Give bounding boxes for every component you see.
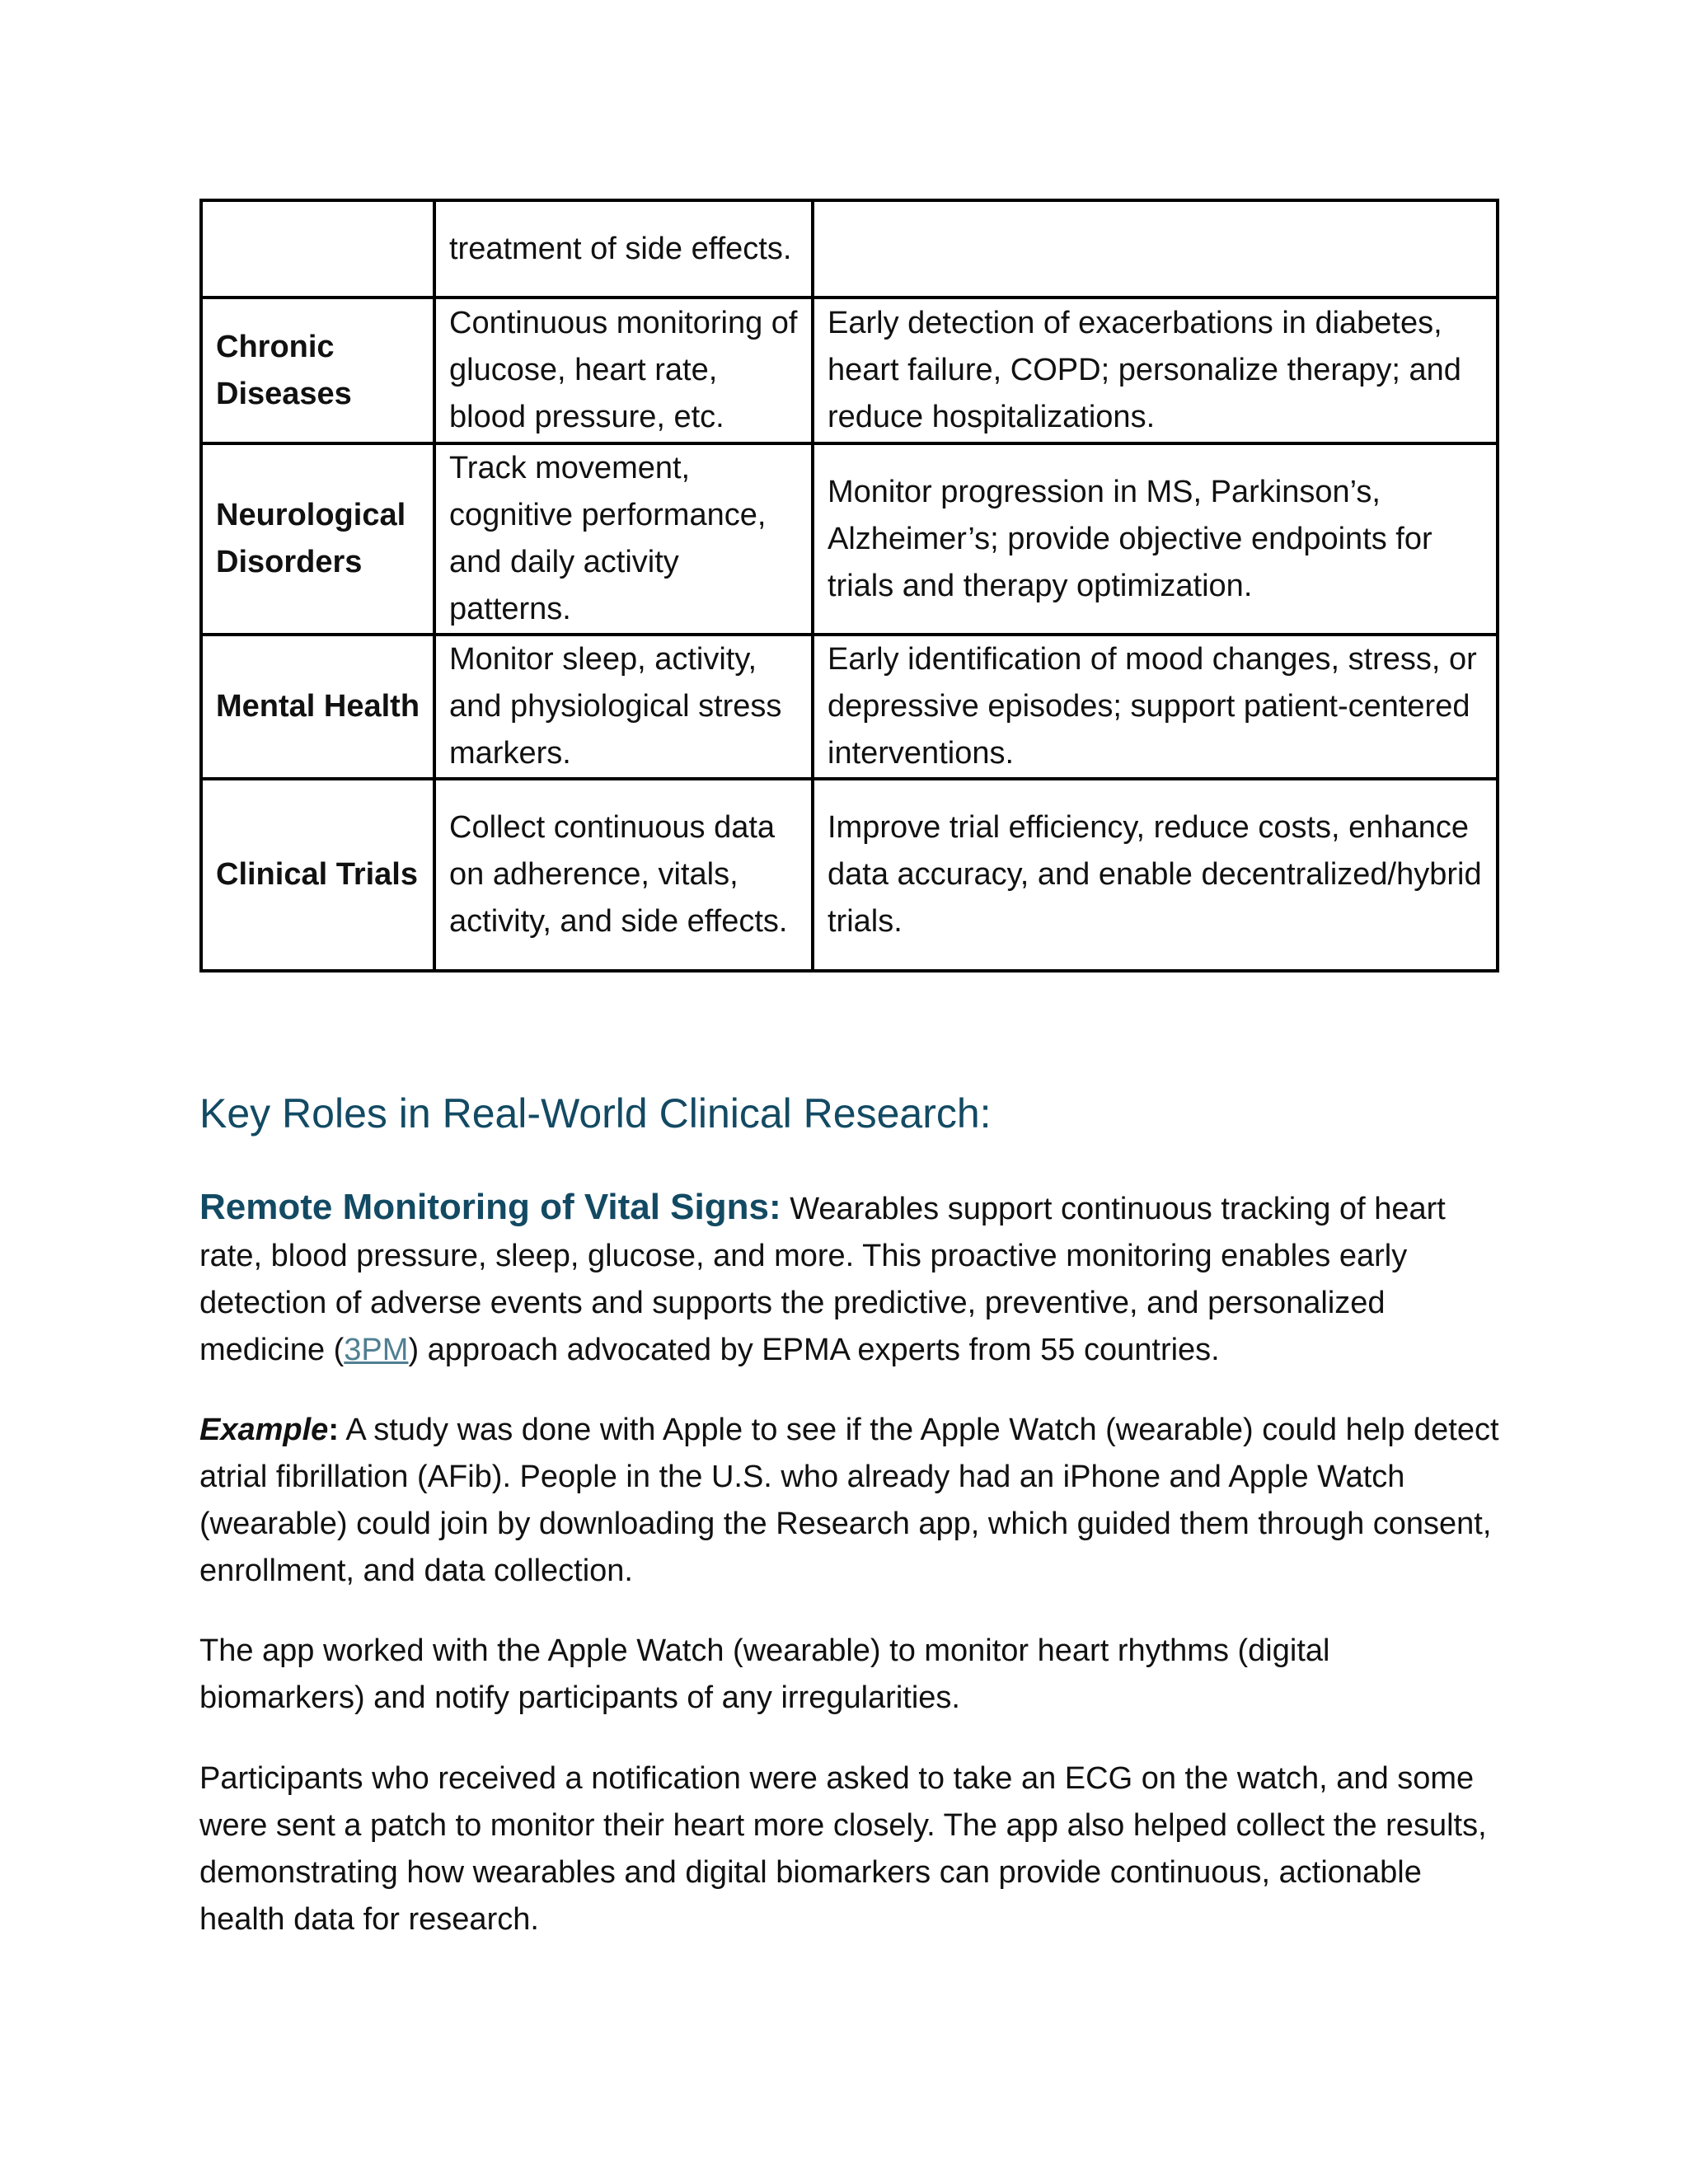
section-heading: Key Roles in Real-World Clinical Research: xyxy=(199,1090,992,1137)
table-row xyxy=(201,200,1498,298)
table-cell-category xyxy=(201,200,434,298)
table-cell-benefit: Improve trial efficiency, reduce costs, enhance data accuracy, and enable decentralized/hybrid trials. xyxy=(813,779,1498,971)
table-cell-benefit: Early detection of exacerbations in diabetes, heart failure, COPD; personalize therapy; and reduce hospitalizations. xyxy=(813,298,1498,443)
table-row xyxy=(201,635,1498,779)
table-cell-category: Clinical Trials xyxy=(201,779,434,971)
table-row xyxy=(201,298,1498,443)
use-case-table xyxy=(199,199,1499,972)
remote-monitoring-label: Remote Monitoring of Vital Signs: xyxy=(199,1187,781,1227)
participants-paragraph: Participants who received a notification were asked to take an ECG on the watch, and some were sent a patch to monitor their heart more closely. The app also helped collect the results, demonstrating how wearables and digital biomarkers can provide continuous, actionable health data for research. xyxy=(199,1761,1487,1937)
table-cell-category: Mental Health xyxy=(201,635,434,779)
app-paragraph: The app worked with the Apple Watch (wearable) to monitor heart rhythms (digital biomarkers) and notify participants of any irregularities. xyxy=(199,1633,1330,1715)
table-row xyxy=(201,443,1498,635)
example-paragraph xyxy=(199,1407,1502,1595)
table-row xyxy=(201,779,1498,971)
table-cell-category: Chronic Diseases xyxy=(201,298,434,443)
example-label: Example xyxy=(199,1413,329,1447)
example-colon: : xyxy=(328,1413,339,1447)
table-cell-data: Monitor sleep, activity, and physiological stress markers. xyxy=(434,635,813,779)
table-cell-data: treatment of side effects. xyxy=(434,200,813,298)
table-cell-data: Track movement, cognitive performance, and daily activity patterns. xyxy=(434,443,813,635)
3pm-reference-link[interactable]: 3PM xyxy=(344,1333,409,1367)
table-cell-benefit xyxy=(813,200,1498,298)
remote-monitoring-paragraph xyxy=(199,1183,1502,1374)
table-cell-benefit: Monitor progression in MS, Parkinson’s, Alzheimer’s; provide objective endpoints for trials and therapy optimization. xyxy=(813,443,1498,635)
table-cell-category: Neurological Disorders xyxy=(201,443,434,635)
example-text: A study was done with Apple to see if the Apple Watch (wearable) could help detect atrial fibrillation (AFib). People in the U.S. who already had an iPhone and Apple Watch (wearable) could join by downloading the Research app, which guided them through consent, enrollment, and data collection. xyxy=(199,1413,1499,1588)
table-cell-benefit: Early identification of mood changes, stress, or depressive episodes; support patient-centered interventions. xyxy=(813,635,1498,779)
remote-monitoring-text-end: ) approach advocated by EPMA experts from 55 countries. xyxy=(408,1333,1220,1367)
table-cell-data: Continuous monitoring of glucose, heart rate, blood pressure, etc. xyxy=(434,298,813,443)
remote-monitoring-text: Wearables support continuous tracking of heart rate, blood pressure, sleep, glucose, and more. This proactive monitoring enables early detection of adverse events and supports the predictive, preventive, and personalized medicine ( xyxy=(199,1192,1446,1367)
table-cell-data: Collect continuous data on adherence, vitals, activity, and side effects. xyxy=(434,779,813,971)
